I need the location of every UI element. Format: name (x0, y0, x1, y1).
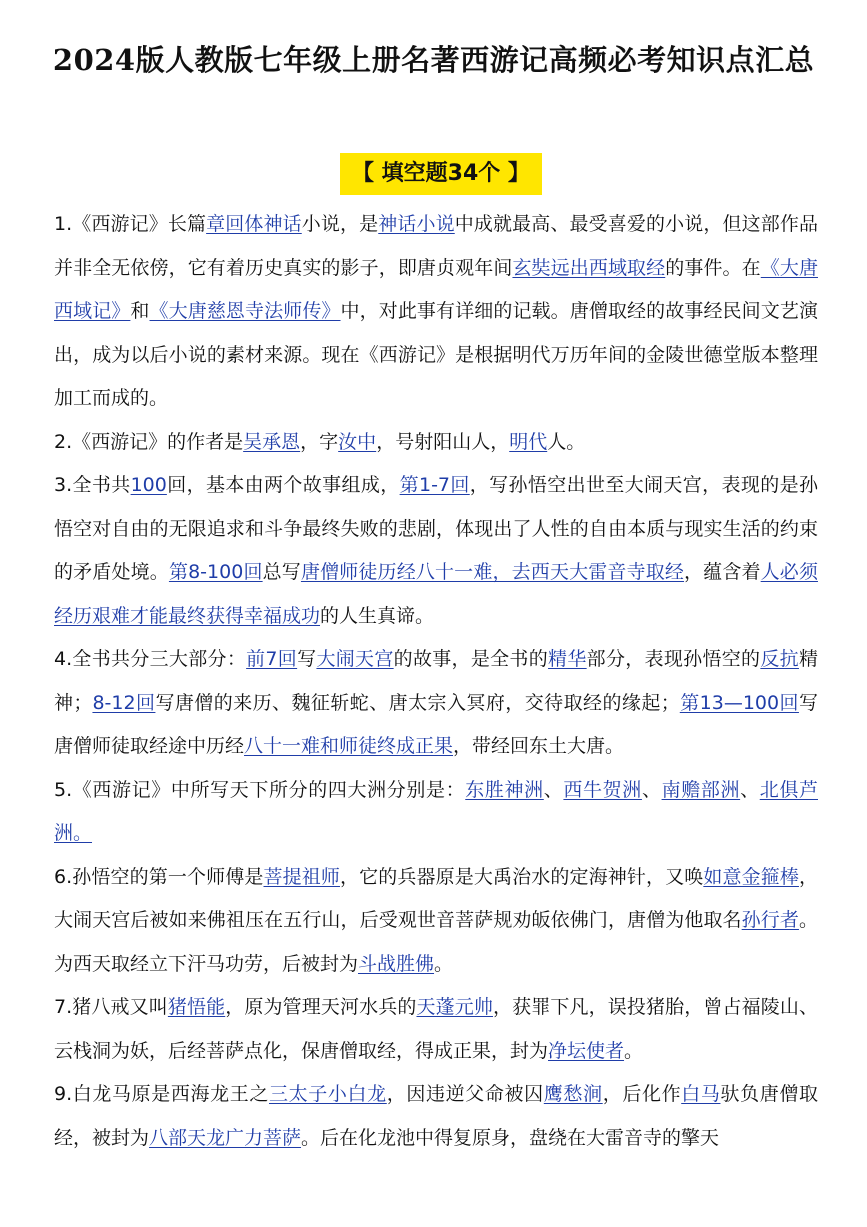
question-text: 和 (130, 300, 150, 322)
answer-blank: 猪悟能 (167, 996, 226, 1018)
question-text: ，获罪下凡，误投猪胎，曾占福陵山、云栈洞为妖，后经菩萨点化，保唐僧取经，得成正果，封为 (54, 996, 818, 1062)
question-text: 、 (543, 778, 564, 801)
answer-blank: 吴承恩 (243, 430, 301, 453)
answer-blank: 第13—100回 (679, 691, 799, 714)
content (54, 203, 818, 1160)
question-text: ，带经回东土大唐。 (453, 735, 625, 757)
question-text: 6.孙悟空的第一个师傅是 (54, 865, 264, 888)
answer-blank: 孙行者 (741, 909, 799, 931)
answer-blank: 西牛贺洲 (563, 778, 642, 801)
question-text: ，后化作 (602, 1083, 682, 1105)
answer-blank: 汝中 (338, 430, 377, 453)
answer-blank: 《大唐西域记》 (54, 256, 818, 322)
answer-blank: 100 (130, 474, 167, 496)
answer-blank: 《大唐慈恩寺法师传》 (149, 300, 341, 322)
question-text: 7.猪八戒又叫 (54, 996, 168, 1018)
question-item (54, 638, 818, 769)
question-item (54, 203, 818, 421)
question-text: 的人生真谛。 (320, 604, 435, 627)
answer-blank: 明代 (509, 430, 548, 453)
question-text: 中，对此事有详细的记载。唐僧取经的故事经民间文艺演出，成为以后小说的素材来源。现在《西游记》是根据明代万历年间的金陵世德堂版本整理加工而成的。 (54, 300, 818, 409)
question-item (54, 464, 818, 638)
question-text: 、 (740, 778, 760, 801)
question-text: ，蕴含着 (684, 561, 761, 583)
answer-blank: 前7回 (246, 648, 298, 670)
question-item (54, 421, 818, 465)
answer-blank: 南赡部洲 (661, 778, 741, 801)
answer-blank: 人必须经历艰难才能最终获得幸福成功 (54, 561, 818, 627)
answer-blank: 北俱芦洲。 (54, 778, 818, 844)
question-text: 。 (434, 952, 454, 975)
answer-blank: 神话小说 (378, 213, 455, 235)
question-text: 驮负唐僧取经，被封为 (54, 1083, 818, 1149)
question-text: 写 (297, 648, 317, 670)
question-text: 部分，表现孙悟空的 (586, 648, 761, 670)
question-text: 3.全书共 (54, 474, 131, 496)
answer-blank: 白马 (681, 1083, 721, 1105)
section-badge: 【 填空题34个 】 (340, 153, 542, 195)
answer-blank: 第1-7回 (399, 474, 470, 496)
answer-blank: 八部天龙广力菩萨 (149, 1126, 302, 1149)
question-item (54, 986, 818, 1073)
question-text: 2.《西游记》的作者是 (54, 430, 244, 453)
question-text: 的事件。在 (665, 256, 761, 279)
answer-blank: 章回体神话 (206, 213, 302, 235)
question-text: ，写孙悟空出世至大闹天宫，表现的是孙悟空对自由的无限追求和斗争最终失败的悲剧，体现出了人性的自由本质与现实生活的约束的矛盾处境。 (54, 474, 818, 583)
page-title: 2024版人教版七年级上册名著西游记高频必考知识点汇总 (52, 43, 815, 77)
question-text: ，字 (300, 430, 339, 453)
answer-blank: 三太子小白龙 (269, 1083, 387, 1105)
question-text: ，大闹天宫后被如来佛祖压在五行山，后受观世音菩萨规劝皈依佛门，唐僧为他取名 (54, 865, 818, 931)
question-text: 总写 (262, 561, 301, 583)
answer-blank: 八十一难和师徒终成正果 (244, 735, 454, 757)
answer-blank: 东胜神洲 (465, 778, 544, 801)
answer-blank: 反抗 (760, 648, 799, 670)
answer-blank: 鹰愁涧 (543, 1083, 603, 1105)
question-text: ，它的兵器原是大禹治水的定海神针，又唤 (339, 865, 704, 888)
question-text: 。 (624, 1039, 644, 1062)
answer-blank: 玄奘远出西域取经 (512, 256, 666, 279)
question-text: 写唐僧的来历、魏征斩蛇、唐太宗入冥府，交待取经的缘起； (155, 691, 680, 714)
question-text: 精神； (54, 648, 818, 714)
answer-blank: 菩提祖师 (263, 865, 340, 888)
answer-blank: 精华 (548, 648, 587, 670)
question-item (54, 1073, 818, 1160)
question-text: 1.《西游记》长篇 (54, 213, 207, 235)
question-text: 小说，是 (301, 213, 379, 235)
answer-blank: 唐僧师徒历经八十一难，去西天大雷音寺取经 (300, 561, 685, 583)
question-text: ，号射阳山人， (376, 430, 510, 453)
question-item (54, 856, 818, 987)
question-text: 人。 (547, 430, 586, 453)
question-text: 写唐僧师徒取经途中历经 (54, 691, 818, 757)
question-text: 4.全书共分三大部分： (54, 648, 247, 670)
answer-blank: 斗战胜佛 (358, 952, 435, 975)
answer-blank: 第8-100回 (168, 561, 263, 583)
question-item (54, 769, 818, 856)
question-text: ，原为管理天河水兵的 (225, 996, 417, 1018)
answer-blank: 8-12回 (92, 691, 156, 714)
question-text: 回，基本由两个故事组成， (166, 474, 400, 496)
answer-blank: 如意金箍棒 (703, 865, 799, 888)
question-text: 。后在化龙池中得复原身，盘绕在大雷音寺的擎天 (301, 1126, 720, 1149)
question-text: ，因违逆父命被囚 (386, 1083, 544, 1105)
question-text: 、 (641, 778, 662, 801)
answer-blank: 净坛使者 (548, 1039, 625, 1062)
question-text: 中成就最高、最受喜爱的小说，但这部作品并非全无依傍，它有着历史真实的影子，即唐贞观年间 (54, 213, 818, 279)
answer-blank: 大闹天宫 (316, 648, 394, 670)
question-text: 5.《西游记》中所写天下所分的四大洲分别是： (54, 778, 466, 801)
answer-blank: 天蓬元帅 (416, 996, 493, 1018)
question-text: 的故事，是全书的 (393, 648, 549, 670)
question-text: 9.白龙马原是西海龙王之 (54, 1083, 270, 1105)
question-text: 。为西天取经立下汗马功劳，后被封为 (54, 909, 818, 975)
